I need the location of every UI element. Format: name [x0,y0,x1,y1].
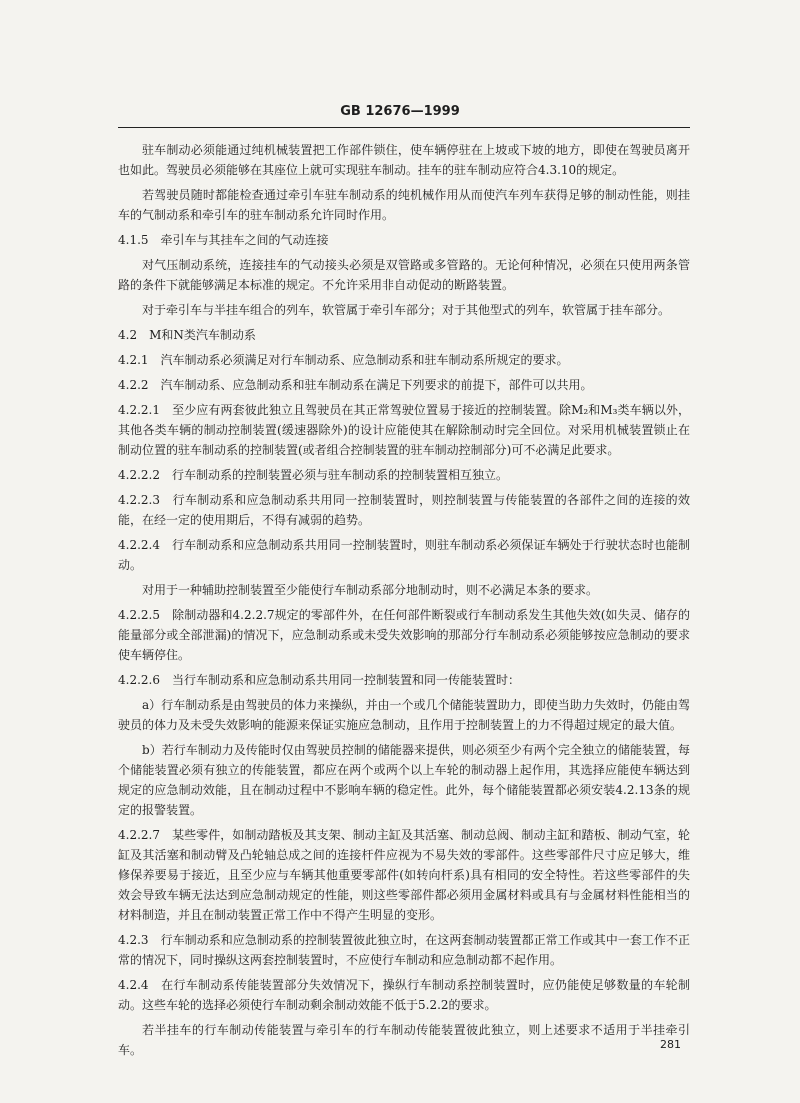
paragraph: 4.2.2.1 至少应有两套彼此独立且驾驶员在其正常驾驶位置易于接近的控制装置。除M₂和M₃类车辆以外，其他各类车辆的制动控制装置(缓速器除外)的设计应能使其在解除制动时完全回位。对采用机械装置锁止在制动位置的驻车制动系的控制装置(或者组合控制装置的驻车制动控制部分)可不必满足此要求。 [118,403,690,457]
paragraph: 4.2.3 行车制动系和应急制动系的控制装置彼此独立时，在这两套制动装置都正常工作或其中一套工作不正常的情况下，同时操纵这两套控制装置时，不应使行车制动和应急制动都不起作用。 [118,933,690,967]
paragraph: a）行车制动系是由驾驶员的体力来操纵，并由一个或几个储能装置助力，即使当助力失效时，仍能由驾驶员的体力及未受失效影响的能源来保证实施应急制动，且作用于控制装置上的力不得超过规定的最大值。 [118,698,690,732]
paragraph: 4.2.2 汽车制动系、应急制动系和驻车制动系在满足下列要求的前提下，部件可以共用。 [118,378,593,392]
header-rule [118,127,690,128]
paragraph: 4.2.2.2 行车制动系的控制装置必须与驻车制动系的控制装置相互独立。 [118,468,508,482]
paragraph: 4.2.1 汽车制动系必须满足对行车制动系、应急制动系和驻车制动系所规定的要求。 [118,353,569,367]
page-number: 281 [660,1038,681,1051]
paragraph: 4.2.2.5 除制动器和4.2.2.7规定的零部件外，在任何部件断裂或行车制动系发生其他失效(如失灵、储存的能量部分或全部泄漏)的情况下，应急制动系或未受失效影响的那部分行车制动系必须能够按应急制动的要求使车辆停住。 [118,608,690,662]
paragraph: 若半挂车的行车制动传能装置与牵引车的行车制动传能装置彼此独立，则上述要求不适用于半挂牵引车。 [118,1023,690,1057]
standard-number-header: GB 12676—1999 [340,104,460,119]
paragraph: 对用于一种辅助控制装置至少能使行车制动系部分地制动时，则不必满足本条的要求。 [142,583,599,597]
paragraph: 4.1.5 牵引车与其挂车之间的气动连接 [118,233,329,247]
paragraph: b）若行车制动力及传能时仅由驾驶员控制的储能器来提供，则必须至少有两个完全独立的储能装置，每个储能装置必须有独立的传能装置，都应在两个或两个以上车轮的制动器上起作用，其选择应能使车辆达到规定的应急制动效能，且在制动过程中不影响车辆的稳定性。此外，每个储能装置都必须安装4.2.13条的规定的报警装置。 [118,743,690,817]
paragraph: 驻车制动必须能通过纯机械装置把工作部件锁住，使车辆停驻在上坡或下坡的地方，即使在驾驶员离开也如此。驾驶员必须能够在其座位上就可实现驻车制动。挂车的驻车制动应符合4.3.10的规定。 [118,143,690,177]
paragraph: 4.2.2.7 某些零件，如制动踏板及其支架、制动主缸及其活塞、制动总阀、制动主缸和踏板、制动气室，轮缸及其活塞和制动臂及凸轮轴总成之间的连接杆件应视为不易失效的零部件。这些零部件尺寸应足够大，维修保养要易于接近，且至少应与车辆其他重要零部件(如转向杆系)具有相同的安全特性。若这些零部件的失效会导致车辆无法达到应急制动规定的性能，则这些零部件都必须用金属材料或具有与金属材料性能相当的材料制造，并且在制动装置正常工作中不得产生明显的变形。 [118,828,690,922]
paragraph: 对气压制动系统，连接挂车的气动接头必须是双管路或多管路的。无论何种情况，必须在只使用两条管路的条件下就能够满足本标准的规定。不允许采用非自动促动的断路装置。 [118,258,690,292]
paragraph: 若驾驶员随时都能检查通过牵引车驻车制动系的纯机械作用从而使汽车列车获得足够的制动性能，则挂车的气制动系和牵引车的驻车制动系允许同时作用。 [118,188,690,222]
paragraph: 4.2.2.4 行车制动系和应急制动系共用同一控制装置时，则驻车制动系必须保证车辆处于行驶状态时也能制动。 [118,538,690,572]
document-body [118,140,690,1065]
paragraph: 4.2 M和N类汽车制动系 [118,328,256,342]
paragraph: 对于牵引车与半挂车组合的列车，软管属于牵引车部分；对于其他型式的列车，软管属于挂车部分。 [142,303,671,317]
paragraph: 4.2.2.3 行车制动系和应急制动系共用同一控制装置时，则控制装置与传能装置的各部件之间的连接的效能，在经一定的使用期后，不得有减弱的趋势。 [118,493,690,527]
paragraph: 4.2.2.6 当行车制动系和应急制动系共用同一控制装置和同一传能装置时： [118,673,520,687]
paragraph: 4.2.4 在行车制动系传能装置部分失效情况下，操纵行车制动系控制装置时，应仍能使足够数量的车轮制动。这些车轮的选择必须使行车制动剩余制动效能不低于5.2.2的要求。 [118,978,690,1012]
